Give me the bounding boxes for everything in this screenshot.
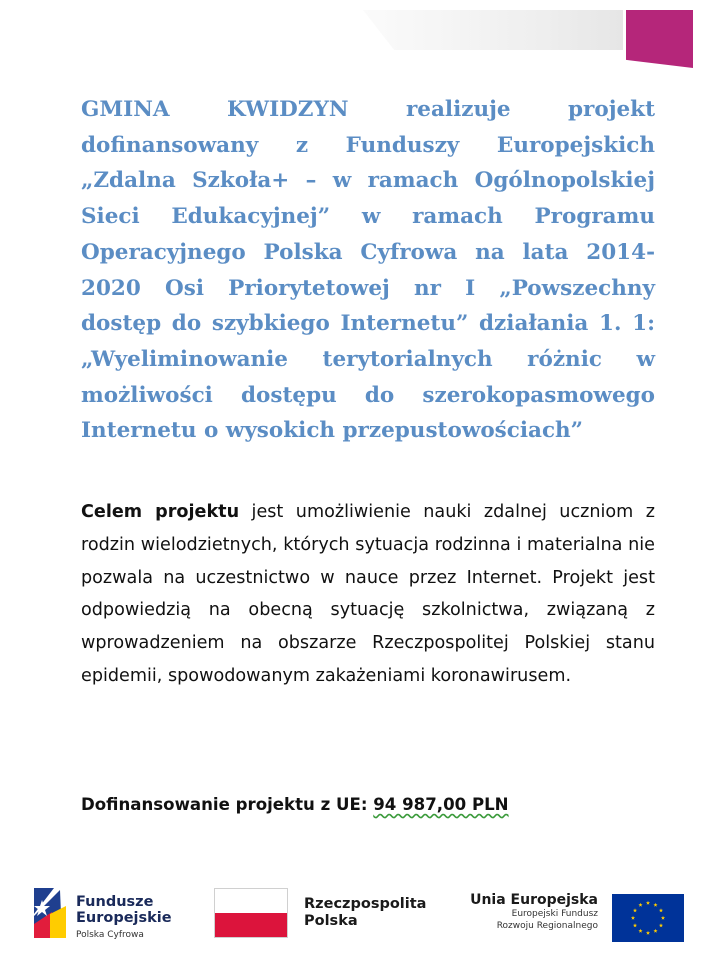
description-text: jest umożliwienie nauki zdalnej uczniom z rodzin wielodzietnych, których sytuacja rodzinna i materialna nie pozwala na uczestnictwo w nauce przez Internet. Projekt jest odpowiedzią na obecną sytuację szkolnictwa, związaną z wprowadzeniem na obszarze Rzeczpospolitej Polskiej stanu epidemii, spowodowanym zakażeniami koronawirusem. — [81, 502, 655, 686]
funding-amount: 94 987,00 PLN — [373, 795, 509, 814]
unia-europejska-logo — [464, 884, 694, 944]
polish-flag-icon — [214, 888, 288, 938]
ue-subtitle-1: Europejski Fundusz — [511, 909, 598, 919]
footer-logos — [0, 878, 720, 948]
decorative-gray-banner — [363, 10, 623, 50]
project-heading: GMINA KWIDZYN realizuje projekt dofinansowany z Funduszy Europejskich „Zdalna Szkoła+ – w ramach Ogólnopolskiej Sieci Edukacyjnej” w ramach Programu Operacyjnego Polska Cyfrowa na lata 2014-2020 Osi Priorytetowej nr I „Powszechny dostęp do szybkiego Internetu” działania 1. 1: „Wyeliminowanie terytorialnych różnic w możliwości dostępu do szerokopasmowego Internetu o wysokich przepustowościach” — [81, 97, 655, 444]
decorative-magenta-block — [626, 10, 693, 68]
eu-flag-icon — [612, 894, 684, 942]
rp-line1: Rzeczpospolita — [304, 896, 427, 912]
fe-subtitle: Polska Cyfrowa — [76, 930, 144, 940]
ue-subtitle-2: Rozwoju Regionalnego — [496, 921, 598, 931]
rp-line2: Polska — [304, 913, 358, 929]
fundusze-europejskie-logo — [30, 882, 200, 944]
funding-label: Dofinansowanie projektu z UE: — [81, 795, 374, 814]
description-lead: Celem projektu — [81, 502, 240, 522]
fe-line1: Fundusze — [76, 894, 154, 910]
fundusze-europejskie-logo-icon — [30, 884, 66, 940]
funding-line — [81, 795, 655, 814]
ue-title: Unia Europejska — [470, 892, 598, 908]
project-description — [81, 496, 655, 693]
fe-line2: Europejskie — [76, 910, 172, 926]
rzeczpospolita-polska-logo — [214, 888, 454, 940]
